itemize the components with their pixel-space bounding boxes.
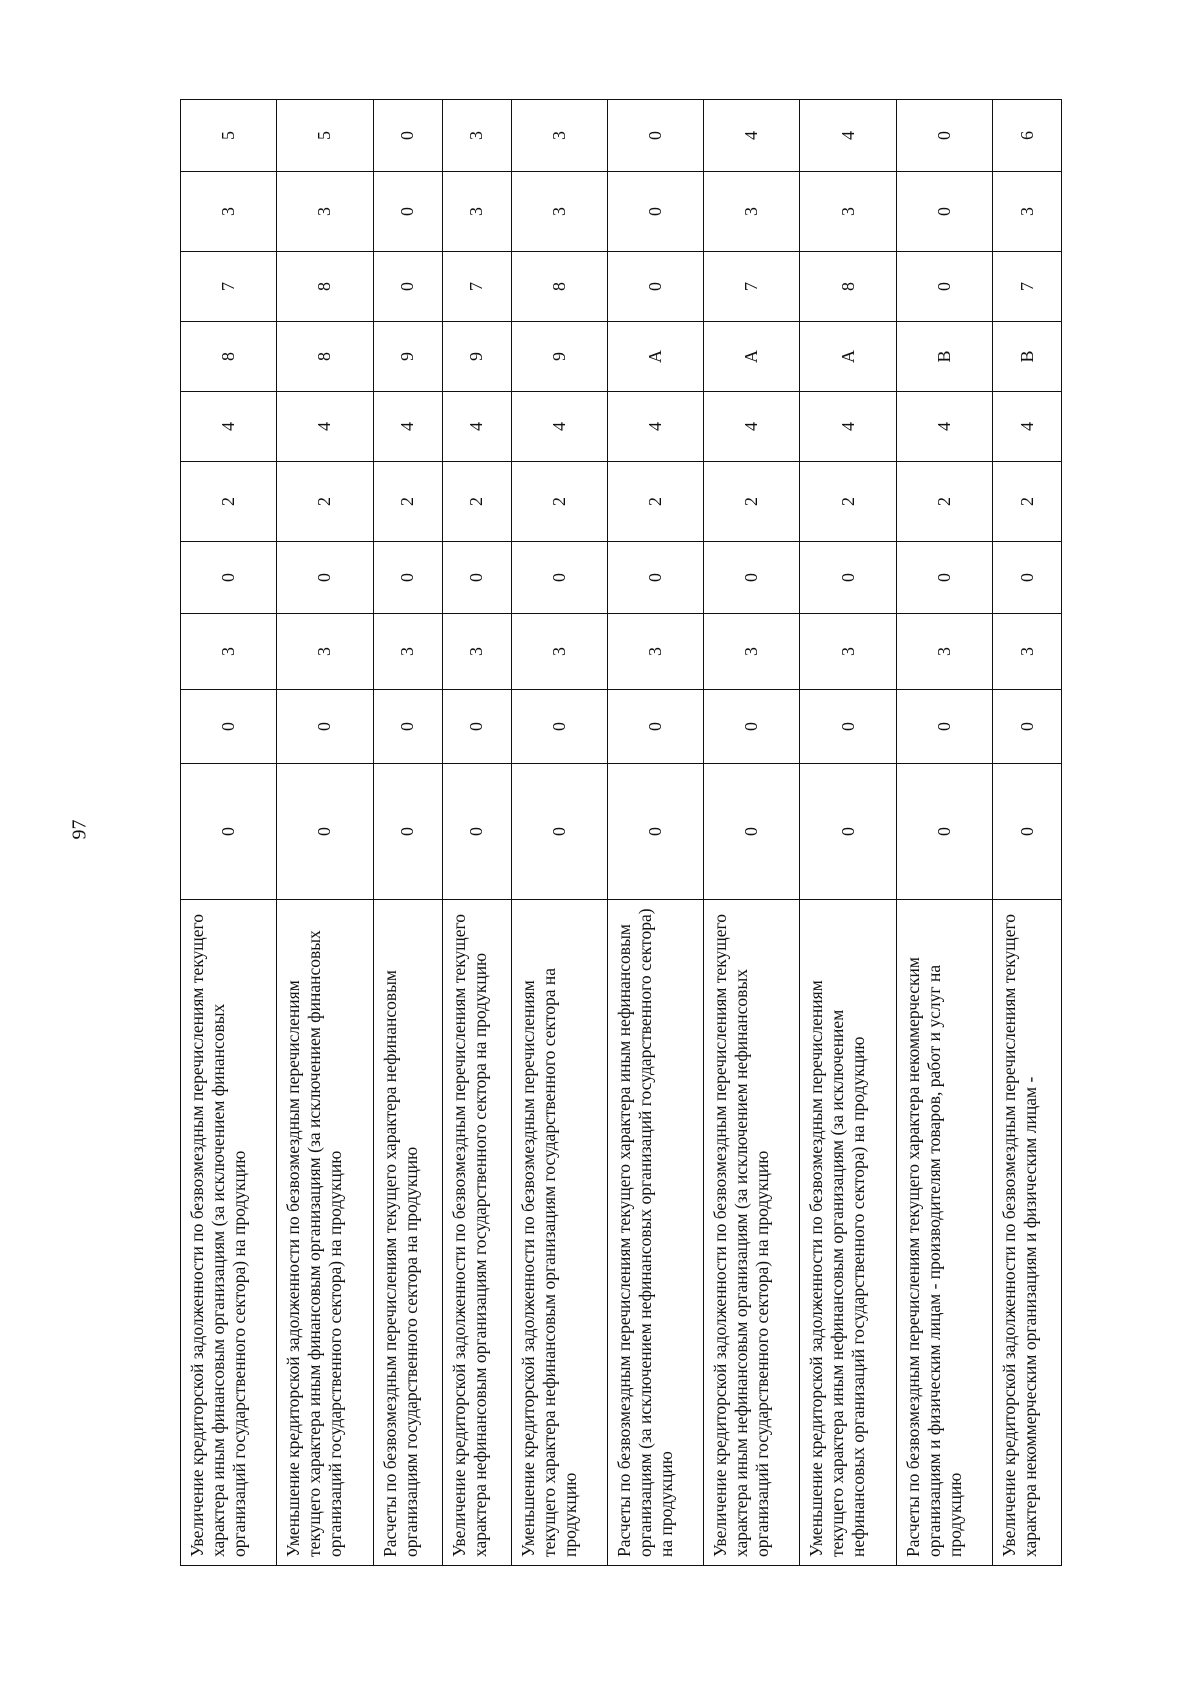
code-cell: 4 xyxy=(607,392,703,462)
code-cell: 0 xyxy=(373,252,442,322)
table-row xyxy=(993,100,1062,1566)
code-cell: 8 xyxy=(277,322,373,392)
code-cell: 4 xyxy=(277,392,373,462)
row-description: Уменьшение кредиторской задолженности по безвозмездным перечислениям текущего характера иным нефинансовым организациям (за исключением нефинансовых организаций государственного сектора) на продукцию xyxy=(800,900,896,1566)
code-cell: А xyxy=(704,322,800,392)
code-cell: 0 xyxy=(704,764,800,900)
code-cell: 4 xyxy=(704,392,800,462)
table-row xyxy=(181,100,277,1566)
code-cell: В xyxy=(993,322,1062,392)
code-cell: 0 xyxy=(607,764,703,900)
table-body xyxy=(181,100,1062,1566)
code-cell: 9 xyxy=(373,322,442,392)
code-cell: 8 xyxy=(511,252,607,322)
row-description: Увеличение кредиторской задолженности по безвозмездным перечислениям текущего характера некоммерческим организациям и физическим лицам - xyxy=(993,900,1062,1566)
code-cell: 0 xyxy=(607,542,703,614)
code-cell: 4 xyxy=(181,392,277,462)
code-cell: 8 xyxy=(277,252,373,322)
code-cell: 0 xyxy=(896,690,992,764)
code-cell: 4 xyxy=(800,392,896,462)
code-cell: 3 xyxy=(511,614,607,690)
code-cell: 3 xyxy=(607,614,703,690)
code-cell: 0 xyxy=(442,542,511,614)
page-number: 97 xyxy=(68,819,91,840)
code-cell: 7 xyxy=(442,252,511,322)
code-cell: 2 xyxy=(704,462,800,542)
code-cell: 3 xyxy=(277,614,373,690)
code-cell: 3 xyxy=(442,614,511,690)
code-cell: 0 xyxy=(607,690,703,764)
table-row xyxy=(373,100,442,1566)
row-description: Расчеты по безвозмездным перечислениям текущего характера иным нефинансовым организациям (за исключением нефинансовых организаций государственного сектора) на продукцию xyxy=(607,900,703,1566)
code-cell: 3 xyxy=(442,172,511,252)
code-cell: 5 xyxy=(277,100,373,172)
code-cell: 3 xyxy=(800,614,896,690)
code-cell: 4 xyxy=(800,100,896,172)
code-cell: 0 xyxy=(607,100,703,172)
code-cell: 9 xyxy=(442,322,511,392)
row-description: Уменьшение кредиторской задолженности по безвозмездным перечислениям текущего характера нефинансовым организациям государственного сектора на продукцию xyxy=(511,900,607,1566)
code-cell: В xyxy=(896,322,992,392)
code-cell: А xyxy=(607,322,703,392)
code-cell: 2 xyxy=(277,462,373,542)
code-cell: 4 xyxy=(442,392,511,462)
code-cell: 7 xyxy=(181,252,277,322)
code-cell: 0 xyxy=(993,542,1062,614)
code-cell: 2 xyxy=(800,462,896,542)
code-cell: 0 xyxy=(511,764,607,900)
account-codes-table xyxy=(180,99,1062,1566)
code-cell: 4 xyxy=(704,100,800,172)
code-cell: 0 xyxy=(442,764,511,900)
code-cell: 0 xyxy=(181,764,277,900)
code-cell: 0 xyxy=(277,690,373,764)
table-row xyxy=(442,100,511,1566)
code-cell: 2 xyxy=(607,462,703,542)
code-cell: 3 xyxy=(373,614,442,690)
code-cell: 6 xyxy=(993,100,1062,172)
code-cell: 3 xyxy=(442,100,511,172)
code-cell: 2 xyxy=(993,462,1062,542)
code-cell: 0 xyxy=(373,172,442,252)
code-cell: 0 xyxy=(993,764,1062,900)
code-cell: 0 xyxy=(607,252,703,322)
table-row xyxy=(277,100,373,1566)
code-cell: 3 xyxy=(511,100,607,172)
code-cell: 5 xyxy=(181,100,277,172)
code-cell: 3 xyxy=(277,172,373,252)
code-cell: 0 xyxy=(800,542,896,614)
code-cell: 3 xyxy=(896,614,992,690)
code-cell: 0 xyxy=(181,690,277,764)
code-cell: 2 xyxy=(373,462,442,542)
table-row xyxy=(704,100,800,1566)
row-description: Увеличение кредиторской задолженности по безвозмездным перечислениям текущего характера иным нефинансовым организациям (за исключением нефинансовых организаций государственного сектора) на продукцию xyxy=(704,900,800,1566)
code-cell: 0 xyxy=(442,690,511,764)
code-cell: 0 xyxy=(896,172,992,252)
row-description: Уменьшение кредиторской задолженности по безвозмездным перечислениям текущего характера иным финансовым организациям (за исключением финансовых организаций государственного сектора) на продукцию xyxy=(277,900,373,1566)
code-cell: 8 xyxy=(800,252,896,322)
code-cell: 2 xyxy=(511,462,607,542)
code-cell: 3 xyxy=(511,172,607,252)
code-cell: 2 xyxy=(442,462,511,542)
table-row xyxy=(800,100,896,1566)
code-cell: 0 xyxy=(511,690,607,764)
code-cell: 0 xyxy=(896,764,992,900)
code-cell: 0 xyxy=(181,542,277,614)
code-cell: 0 xyxy=(373,100,442,172)
code-cell: 4 xyxy=(373,392,442,462)
row-description: Увеличение кредиторской задолженности по безвозмездным перечислениям текущего характера иным финансовым организациям (за исключением финансовых организаций государственного сектора) на продукцию xyxy=(181,900,277,1566)
row-description: Увеличение кредиторской задолженности по безвозмездным перечислениям текущего характера нефинансовым организациям государственного сектора на продукцию xyxy=(442,900,511,1566)
code-cell: 3 xyxy=(181,614,277,690)
code-cell: 9 xyxy=(511,322,607,392)
code-cell: А xyxy=(800,322,896,392)
code-cell: 2 xyxy=(896,462,992,542)
code-cell: 0 xyxy=(896,100,992,172)
table-row xyxy=(607,100,703,1566)
code-cell: 7 xyxy=(704,252,800,322)
code-cell: 0 xyxy=(277,542,373,614)
code-cell: 4 xyxy=(511,392,607,462)
code-cell: 0 xyxy=(607,172,703,252)
code-cell: 8 xyxy=(181,322,277,392)
code-cell: 2 xyxy=(181,462,277,542)
code-cell: 3 xyxy=(181,172,277,252)
code-cell: 7 xyxy=(993,252,1062,322)
code-cell: 3 xyxy=(800,172,896,252)
code-cell: 0 xyxy=(373,764,442,900)
code-cell: 0 xyxy=(511,542,607,614)
code-cell: 0 xyxy=(704,690,800,764)
code-cell: 0 xyxy=(277,764,373,900)
code-cell: 0 xyxy=(373,542,442,614)
code-cell: 0 xyxy=(896,542,992,614)
row-description: Расчеты по безвозмездным перечислениям текущего характера некоммерческим организациям и физическим лицам - производителям товаров, работ и услуг на продукцию xyxy=(896,900,992,1566)
code-cell: 4 xyxy=(896,392,992,462)
code-cell: 0 xyxy=(704,542,800,614)
code-cell: 0 xyxy=(800,764,896,900)
row-description: Расчеты по безвозмездным перечислениям текущего характера нефинансовым организациям государственного сектора на продукцию xyxy=(373,900,442,1566)
code-cell: 3 xyxy=(704,614,800,690)
code-cell: 0 xyxy=(800,690,896,764)
rotated-table-container xyxy=(180,100,1062,1566)
code-cell: 3 xyxy=(993,172,1062,252)
table-row xyxy=(511,100,607,1566)
code-cell: 4 xyxy=(993,392,1062,462)
code-cell: 0 xyxy=(993,690,1062,764)
code-cell: 0 xyxy=(373,690,442,764)
code-cell: 3 xyxy=(704,172,800,252)
code-cell: 3 xyxy=(993,614,1062,690)
code-cell: 0 xyxy=(896,252,992,322)
table-row xyxy=(896,100,992,1566)
